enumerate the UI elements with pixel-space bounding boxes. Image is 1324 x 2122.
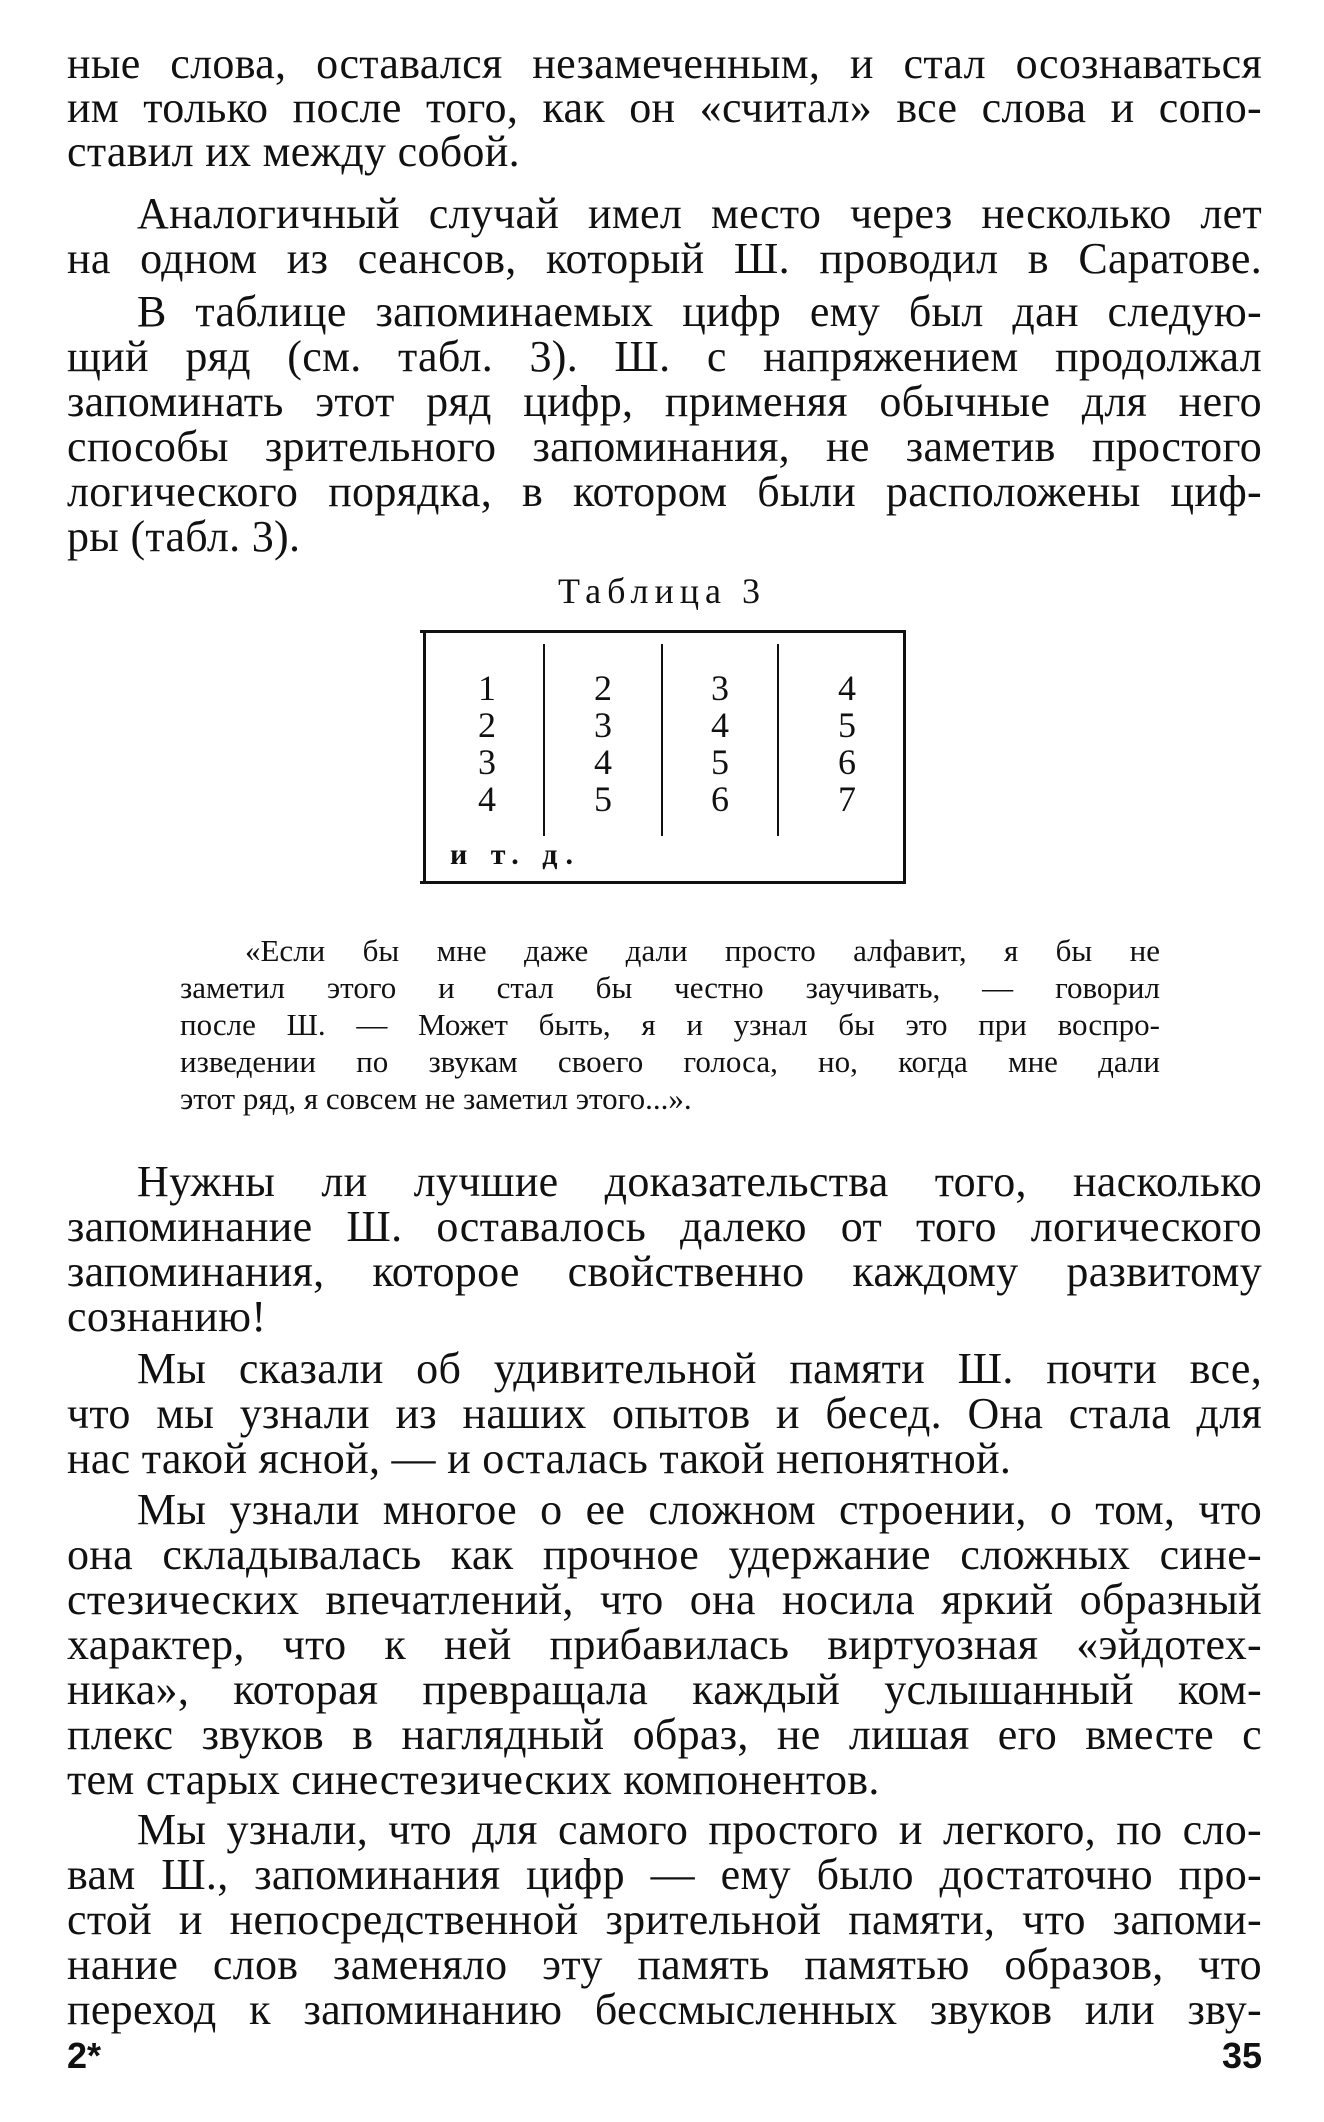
text-line: ставил их между собой. xyxy=(67,127,520,176)
table-top-rule xyxy=(420,630,906,633)
paragraph-start-line: Мы узнали многое о ее сложном строении, о том, что xyxy=(137,1485,1262,1534)
text-line: стой и непосредственной зрительной памяти, что запоми- xyxy=(67,1895,1262,1944)
quote-line: изведении по звукам своего голоса, но, когда мне дали xyxy=(180,1044,1160,1079)
table-cell: 4 xyxy=(594,742,612,782)
number-table xyxy=(420,630,906,884)
table-cell: 2 xyxy=(478,705,496,745)
paragraph-start-line: Мы сказали об удивительной памяти Ш. почти все, xyxy=(137,1344,1262,1393)
text-line: сознанию! xyxy=(67,1292,267,1341)
page-number: 35 xyxy=(1221,2035,1262,2076)
paragraph-start-line: Нужны ли лучшие доказательства того, насколько xyxy=(137,1157,1262,1206)
text-line: логического порядка, в котором были расположены циф- xyxy=(67,467,1262,516)
text-line: запоминание Ш. оставалось далеко от того логического xyxy=(67,1202,1262,1251)
text-line: на одном из сеансов, который Ш. проводил в Саратове. xyxy=(67,234,1262,283)
text-line: что мы узнали из наших опытов и бесед. Она стала для xyxy=(67,1389,1262,1438)
paragraph-start-line: В таблице запоминаемых цифр ему был дан следую- xyxy=(137,287,1262,336)
table-column-3 xyxy=(675,670,765,818)
table-caption: Таблица 3 xyxy=(558,571,766,611)
table-cell: 5 xyxy=(594,779,612,819)
table-column-divider xyxy=(777,644,779,836)
text-line: стезических впечатлений, что она носила яркий образный xyxy=(67,1575,1262,1624)
quote-line: этот ряд, я совсем не заметил этого...». xyxy=(180,1081,692,1116)
text-line: ры (табл. 3). xyxy=(67,512,301,561)
table-cell: 4 xyxy=(478,779,496,819)
table-cell: 4 xyxy=(711,705,729,745)
text-line: нас такой ясной, — и осталась такой непонятной. xyxy=(67,1434,1012,1483)
table-column-1 xyxy=(442,670,532,818)
table-cell: 3 xyxy=(711,668,729,708)
text-line: запоминать этот ряд цифр, применяя обычные для него xyxy=(67,377,1262,426)
table-footer-etc: и т. д. xyxy=(450,838,581,871)
table-cell: 3 xyxy=(594,705,612,745)
table-left-border xyxy=(423,633,426,881)
table-column-2 xyxy=(558,670,648,818)
table-cell: 7 xyxy=(838,779,856,819)
text-line: способы зрительного запоминания, не заметив простого xyxy=(67,422,1262,471)
table-column-4 xyxy=(802,670,892,818)
text-line: плекс звуков в наглядный образ, не лишая его вместе с xyxy=(67,1710,1262,1759)
quote-line: заметил этого и стал бы честно заучивать, — говорил xyxy=(180,970,1160,1005)
table-column-divider xyxy=(543,644,545,836)
text-line: ника», которая превращала каждый услышанный ком- xyxy=(67,1665,1262,1714)
table-cell: 1 xyxy=(478,668,496,708)
text-line: вам Ш., запоминания цифр — ему было достаточно про- xyxy=(67,1850,1262,1899)
table-cell: 5 xyxy=(711,742,729,782)
text-line: запоминания, которое свойственно каждому развитому xyxy=(67,1247,1262,1296)
text-line: характер, что к ней прибавилась виртуозная «эйдотех- xyxy=(67,1620,1262,1669)
text-line: она складывалась как прочное удержание сложных сине- xyxy=(67,1530,1262,1579)
table-bottom-rule xyxy=(420,881,906,884)
text-line: тем старых синестезических компонентов. xyxy=(67,1755,880,1804)
paragraph-start-line: Мы узнали, что для самого простого и легкого, по сло- xyxy=(137,1805,1262,1854)
table-cell: 6 xyxy=(711,779,729,819)
signature-mark: 2* xyxy=(67,2035,102,2076)
table-right-border xyxy=(903,633,906,881)
text-line: ные слова, оставался незамеченным, и стал осознаваться xyxy=(67,39,1262,88)
text-line: щий ряд (см. табл. 3). Ш. с напряжением продолжал xyxy=(67,332,1262,381)
text-line: нание слов заменяло эту память памятью образов, что xyxy=(67,1940,1262,1989)
paragraph-start-line: Аналогичный случай имел место через несколько лет xyxy=(137,189,1262,238)
table-cell: 4 xyxy=(838,668,856,708)
table-cell: 3 xyxy=(478,742,496,782)
table-cell: 5 xyxy=(838,705,856,745)
quote-line: «Если бы мне даже дали просто алфавит, я бы не xyxy=(245,933,1160,968)
table-cell: 2 xyxy=(594,668,612,708)
text-line: им только после того, как он «считал» все слова и сопо- xyxy=(67,83,1262,132)
table-column-divider xyxy=(661,644,663,836)
table-cell: 6 xyxy=(838,742,856,782)
text-line: переход к запоминанию бессмысленных звуков или зву- xyxy=(67,1985,1262,2034)
quote-line: после Ш. — Может быть, я и узнал бы это при воспро- xyxy=(180,1007,1160,1042)
